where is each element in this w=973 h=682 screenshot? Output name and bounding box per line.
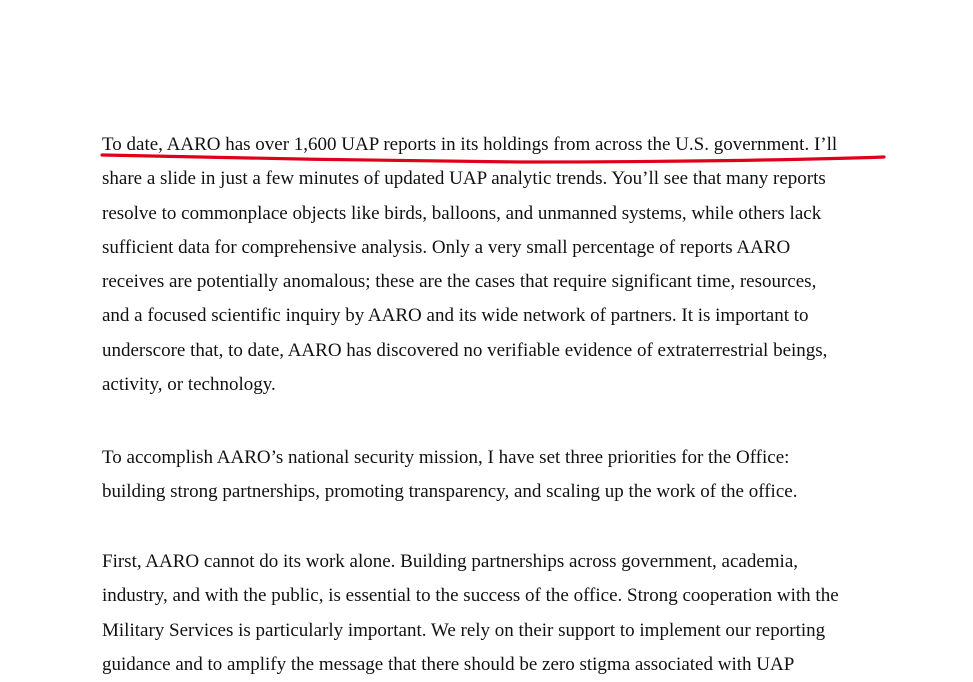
paragraph-priorities [102, 441, 797, 510]
text-line: underscore that, to date, AARO has discovered no verifiable evidence of extraterrestrial beings, [102, 339, 828, 361]
text-line: Military Services is particularly important. We rely on their support to implement our reporting [102, 619, 826, 641]
text-line: To accomplish AARO’s national security mission, I have set three priorities for the Office: [102, 447, 790, 468]
text-line: share a slide in just a few minutes of updated UAP analytic trends. You’ll see that many reports [102, 168, 826, 190]
text-line: receives are potentially anomalous; these are the cases that require significant time, resources, [102, 271, 817, 293]
text-line: sufficient data for comprehensive analysis. Only a very small percentage of reports AARO [102, 236, 791, 258]
red-underline-annotation [101, 152, 887, 164]
paragraph-partnerships [102, 545, 839, 682]
text-line: building strong partnerships, promoting transparency, and scaling up the work of the office. [102, 481, 798, 503]
paragraph-uap-reports [102, 128, 837, 402]
text-line: guidance and to amplify the message that there should be zero stigma associated with UAP [102, 653, 795, 675]
text-line: To date, AARO has over 1,600 UAP reports in its holdings from across the U.S. government. I’ll [102, 134, 838, 155]
underline-stroke [102, 155, 884, 162]
text-line: industry, and with the public, is essential to the success of the office. Strong cooperation with the [102, 585, 839, 607]
text-line: First, AARO cannot do its work alone. Building partnerships across government, academia, [102, 551, 799, 572]
text-line: resolve to commonplace objects like birds, balloons, and unmanned systems, while others lack [102, 202, 822, 224]
text-line: and a focused scientific inquiry by AARO and its wide network of partners. It is important to [102, 305, 809, 327]
text-line: activity, or technology. [102, 374, 276, 396]
